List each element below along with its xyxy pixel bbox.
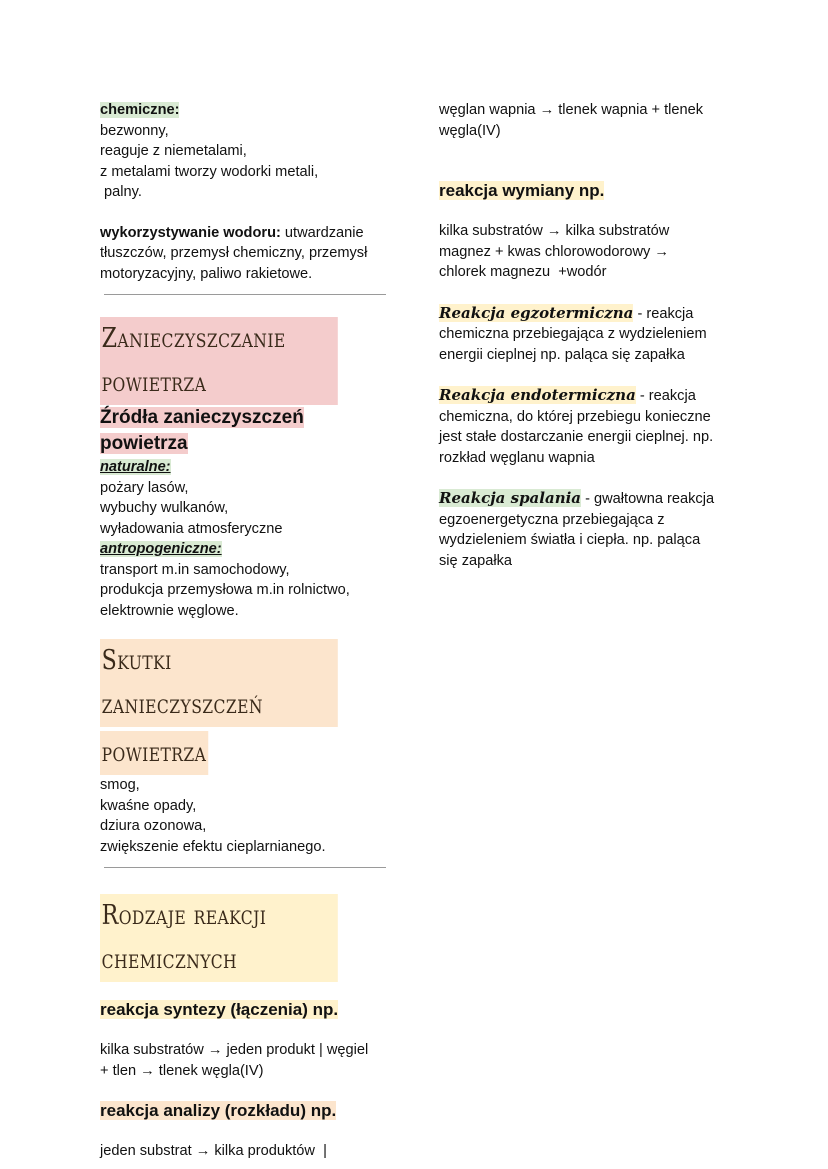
- chem-line: reaguje z niemetalami,: [100, 143, 247, 159]
- pollution-heading: Zanieczyszczanie powietrza: [100, 317, 338, 405]
- combustion-line: wydzieleniem światła i ciepła. np. paląca: [439, 532, 701, 548]
- endothermic-line: chemiczna, do której przebiegu konieczne: [439, 408, 711, 425]
- hydrogen-usage-text: utwardzanie tłuszczów, przemysł chemiczny, przemysł motoryzacyjny, paliwo rakietowe.: [100, 224, 368, 282]
- synthesis-heading: reakcja syntezy (łączenia) np.: [100, 1000, 339, 1019]
- exchange-line: chlorek magnezu +wodór: [439, 264, 607, 280]
- synthesis-line: kilka substratów → jeden produkt | węgiel: [100, 1042, 369, 1058]
- chem-line: palny.: [100, 184, 142, 200]
- combustion-line: egzoenergetyczna przebiegająca z: [439, 511, 665, 528]
- reactions-heading: Rodzaje reakcji chemicznych: [100, 894, 338, 982]
- exothermic-line: energii cieplnej np. paląca się zapałka: [439, 346, 685, 363]
- list-item: elektrownie węglowe.: [100, 602, 239, 619]
- list-item: wybuchy wulkanów,: [100, 500, 229, 516]
- endothermic-definition: [439, 385, 739, 407]
- endothermic-line: jest stałe dostarczanie energii cieplnej. np.: [439, 429, 714, 445]
- endothermic-text: - reakcja: [635, 388, 696, 404]
- exchange-line: magnez + kwas chlorowodorowy →: [439, 243, 669, 260]
- chem-line: z metalami tworzy wodorki metali,: [100, 163, 319, 180]
- combustion-term: Reakcja spalania: [439, 489, 582, 507]
- hydrogen-usage-paragraph: [100, 223, 390, 285]
- list-item: wyładowania atmosferyczne: [100, 520, 283, 537]
- list-item: transport m.in samochodowy,: [100, 561, 290, 578]
- left-column: [100, 100, 390, 1162]
- natural-sources-label: naturalne:: [100, 459, 171, 475]
- exothermic-text: - reakcja: [633, 305, 694, 322]
- combustion-text: - gwałtowna reakcja: [581, 491, 715, 507]
- list-item: pożary lasów,: [100, 479, 189, 496]
- combustion-definition: [439, 488, 739, 510]
- anthropogenic-sources-label: antropogeniczne:: [100, 541, 222, 557]
- analysis-line: jeden substrat → kilka produktów |: [100, 1143, 327, 1159]
- exothermic-line: chemiczna przebiegająca z wydzieleniem: [439, 326, 707, 342]
- continuation-line: węglan wapnia → tlenek wapnia + tlenek: [439, 102, 704, 118]
- endothermic-term: Reakcja endotermiczna: [439, 386, 636, 404]
- combustion-line: się zapałka: [439, 552, 513, 569]
- synthesis-line: + tlen → tlenek węgla(IV): [100, 1062, 264, 1079]
- exchange-heading: reakcja wymiany np.: [439, 181, 605, 200]
- sources-heading: Źródła zanieczyszczeń: [100, 407, 304, 428]
- list-item: dziura ozonowa,: [100, 818, 207, 834]
- list-item: produkcja przemysłowa m.in rolnictwo,: [100, 582, 350, 598]
- chem-line: bezwonny,: [100, 122, 169, 139]
- list-item: zwiększenie efektu cieplarnianego.: [100, 838, 326, 855]
- endothermic-line: rozkład węglanu wapnia: [439, 449, 595, 466]
- effects-heading: Skutki zanieczyszczeń: [100, 639, 338, 727]
- continuation-line: węgla(IV): [439, 122, 501, 139]
- right-column: [439, 100, 739, 571]
- exchange-line: kilka substratów → kilka substratów: [439, 223, 670, 239]
- list-item: kwaśne opady,: [100, 797, 197, 814]
- list-item: smog,: [100, 777, 140, 793]
- analysis-heading: reakcja analizy (rozkładu) np.: [100, 1101, 337, 1120]
- hydrogen-usage-label: wykorzystywanie wodoru:: [100, 224, 281, 241]
- exothermic-definition: [439, 303, 739, 325]
- exothermic-term: Reakcja egzotermiczna: [439, 303, 634, 322]
- chemical-properties-label: chemiczne:: [100, 102, 180, 118]
- sources-heading-cont: powietrza: [100, 433, 188, 454]
- effects-heading-cont: powietrza: [100, 731, 208, 775]
